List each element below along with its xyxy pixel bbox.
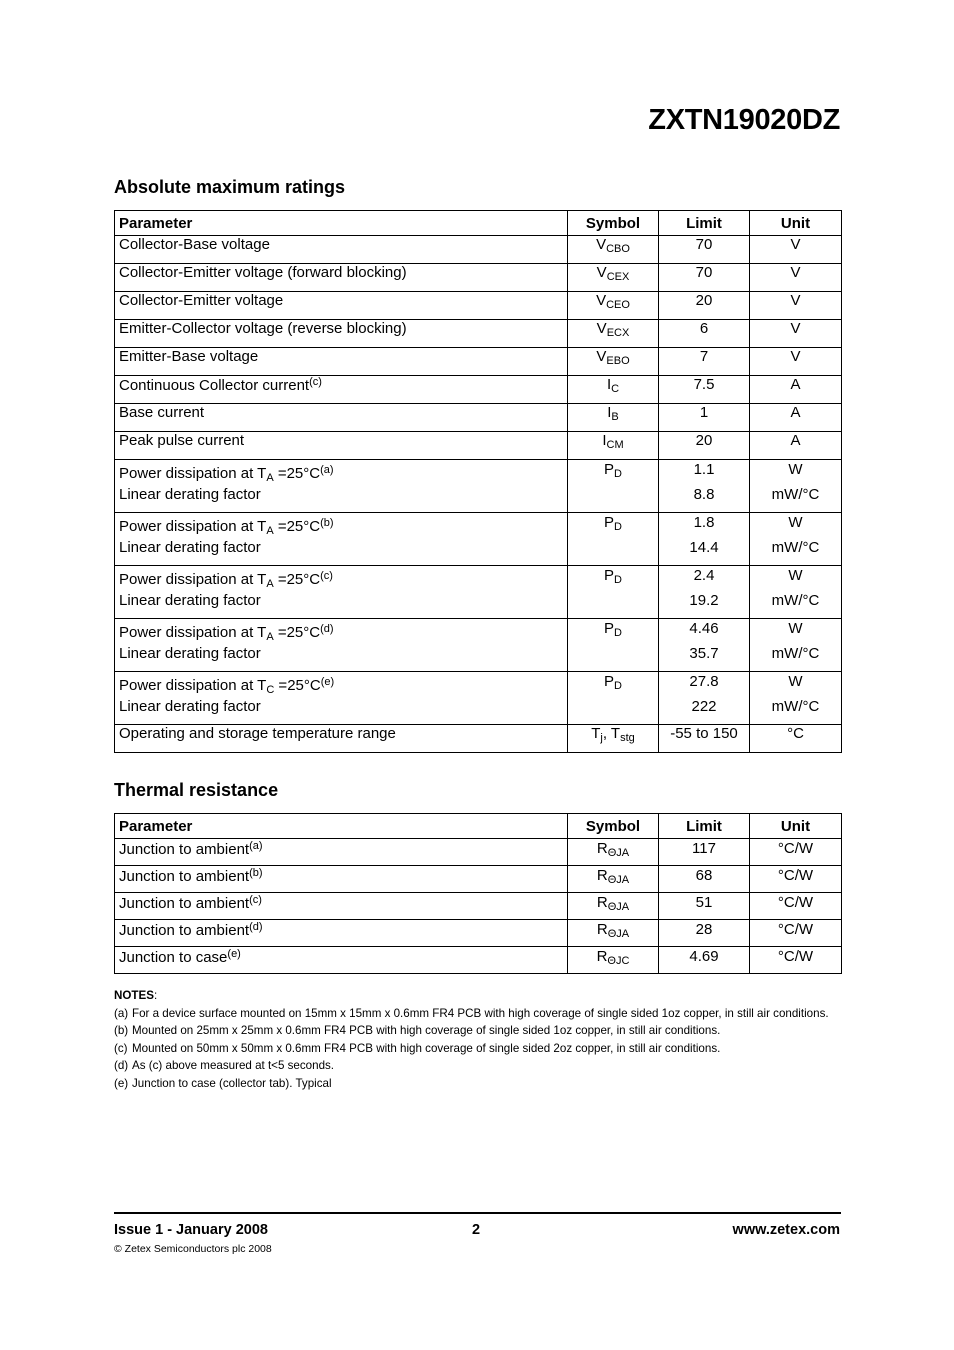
limit-value: 6 [699,320,709,337]
table-row [115,893,842,920]
symbol-text: I [602,432,607,449]
limit-value: 68 [695,867,713,884]
unit-value: °C/W [777,840,814,857]
note-key: (e) [114,1076,129,1090]
unit-value: W [788,620,803,637]
unit-cell [750,320,842,348]
limit-cell [659,947,750,974]
footnote-ref: (a) [320,464,334,476]
temperature-subscript: A [266,472,274,484]
parameter-condition: =25°C [273,624,321,641]
table-row [115,619,842,672]
header-symbol: Symbol [568,211,659,236]
symbol-subscript: D [614,680,622,692]
limit-value: 4.69 [689,948,719,965]
limit-cell [659,893,750,920]
derating-label: Linear derating factor [119,486,261,503]
symbol-subscript: CBO [606,243,630,255]
limit-value: 51 [695,894,713,911]
table-row [115,460,842,513]
table-row [115,432,842,460]
symbol-text: P [604,514,615,531]
symbol-text: V [596,236,607,253]
unit-value: W [788,567,803,584]
header-unit: Unit [750,814,842,839]
unit-cell [750,376,842,404]
parameter-text: Collector-Emitter voltage (forward blocking) [119,264,407,281]
limit-cell [659,264,750,292]
note-key: (a) [114,1006,129,1020]
unit-value: mW/°C [771,539,820,556]
footnote-ref: (c) [320,570,333,582]
limit-cell [659,513,750,566]
unit-value: mW/°C [771,645,820,662]
symbol-cell [568,839,659,866]
symbol-subscript: ΘJA [607,901,630,913]
parameter-cell [115,672,568,725]
abs-max-table [114,210,842,753]
note-text: Junction to case (collector tab). Typical [132,1076,332,1090]
unit-cell [750,460,842,513]
symbol-cell [568,920,659,947]
limit-value: 222 [691,698,717,715]
symbol-subscript: stg [620,732,635,744]
unit-value: °C/W [777,894,814,911]
note-text: For a device surface mounted on 15mm x 15mm x 0.6mm FR4 PCB with high coverage of single sided 1oz copper, in still air conditions. [132,1006,829,1020]
footnote-ref: (a) [249,840,263,852]
symbol-cell [568,320,659,348]
symbol-cell [568,404,659,432]
unit-cell [750,839,842,866]
limit-value: 70 [695,236,713,253]
symbol-cell [568,725,659,753]
limit-cell [659,236,750,264]
limit-value: 117 [692,840,716,857]
unit-cell [750,566,842,619]
abs-max-heading: Absolute maximum ratings [114,177,346,197]
unit-cell [750,348,842,376]
parameter-text: Junction to ambient [119,841,250,858]
symbol-subscript: D [614,627,622,639]
unit-value: W [788,461,803,478]
parameter-cell [115,619,568,672]
unit-value: mW/°C [771,698,820,715]
table-row [115,264,842,292]
note-item [114,1005,841,1023]
parameter-cell [115,432,568,460]
temperature-subscript: A [266,631,274,643]
parameter-text: Emitter-Collector voltage (reverse blocking) [119,320,407,337]
parameter-cell [115,893,568,920]
limit-cell [659,725,750,753]
parameter-text: Junction to case [119,949,228,966]
header-unit: Unit [750,211,842,236]
symbol-text: V [596,264,607,281]
parameter-cell [115,404,568,432]
symbol-text: P [604,620,615,637]
note-text: As (c) above measured at t<5 seconds. [132,1059,335,1073]
header-limit: Limit [659,211,750,236]
symbol-subscript: EBO [606,355,630,367]
parameter-condition: =25°C [274,677,321,694]
symbol-subscript: CEX [606,271,630,283]
footnote-ref: (d) [249,921,263,933]
unit-cell [750,292,842,320]
header-parameter: Parameter [115,211,568,236]
symbol-cell [568,236,659,264]
symbol-text: T [591,725,601,742]
limit-value: 4.46 [689,620,719,637]
footnote-ref: (e) [227,948,241,960]
unit-value: V [790,292,801,309]
table-row [115,725,842,753]
parameter-cell [115,566,568,619]
limit-value: 70 [695,264,713,281]
unit-value: V [790,236,801,253]
parameter-text: Power dissipation at T [119,518,267,535]
unit-value: W [788,514,803,531]
symbol-line [572,672,654,697]
unit-cell [750,866,842,893]
parameter-cell [115,376,568,404]
parameter-text: Power dissipation at T [119,465,267,482]
table-row [115,320,842,348]
table-row [115,920,842,947]
limit-cell [659,566,750,619]
table-row [115,404,842,432]
limit-cell [659,376,750,404]
symbol-cell [568,460,659,513]
symbol-line [572,566,654,591]
footer-url[interactable]: www.zetex.com [732,1222,840,1238]
symbol-text: R [596,894,608,911]
unit-cell [750,236,842,264]
table-row [115,839,842,866]
notes-section [114,987,841,1093]
footer-page-number: 2 [472,1222,481,1238]
symbol-cell [568,292,659,320]
footer-rule [114,1212,841,1214]
limit-value: 19.2 [689,592,719,609]
unit-cell [750,619,842,672]
parameter-text: Continuous Collector current [119,377,310,394]
table-row [115,866,842,893]
note-key: (c) [114,1041,128,1055]
symbol-text: R [596,867,608,884]
symbol-cell [568,566,659,619]
parameter-condition: =25°C [273,465,321,482]
symbol-line [572,619,654,644]
note-text: Mounted on 25mm x 25mm x 0.6mm FR4 PCB with high coverage of single sided 1oz copper, in still air conditions. [132,1024,721,1038]
temperature-subscript: A [266,578,274,590]
symbol-text: V [596,320,607,337]
parameter-text: Power dissipation at T [119,624,267,641]
parameter-text: Junction to ambient [119,868,250,885]
unit-value: °C/W [777,921,814,938]
limit-value: 14.4 [689,539,719,556]
note-text: Mounted on 50mm x 50mm x 0.6mm FR4 PCB with high coverage of single sided 2oz copper, in still air conditions. [132,1041,721,1055]
parameter-text: Junction to ambient [119,895,250,912]
footnote-ref: (e) [320,676,335,688]
symbol-cell [568,672,659,725]
table-row [115,513,842,566]
symbol-cell [568,432,659,460]
limit-value: 35.7 [689,645,719,662]
parameter-text: Power dissipation at T [119,571,267,588]
parameter-line [119,619,563,644]
derating-label: Linear derating factor [119,698,261,715]
symbol-subscript: CM [606,439,624,451]
symbol-line [572,460,654,485]
footer-issue: Issue 1 - January 2008 [114,1222,268,1238]
unit-cell [750,432,842,460]
table-row [115,348,842,376]
footer-copyright: © Zetex Semiconductors plc 2008 [114,1243,272,1255]
unit-value: V [790,348,801,365]
symbol-subscript: ΘJC [607,955,630,967]
symbol-subscript: B [611,411,619,423]
parameter-line [119,460,563,485]
unit-cell [750,404,842,432]
unit-cell [750,672,842,725]
limit-value: 20 [695,292,713,309]
parameter-cell [115,236,568,264]
parameter-cell [115,866,568,893]
symbol-text: I [607,404,612,421]
symbol-cell [568,893,659,920]
unit-value: V [790,320,801,337]
symbol-subscript: D [614,468,622,480]
limit-value: 20 [695,432,713,449]
parameter-cell [115,292,568,320]
symbol-subscript: C [611,383,620,395]
limit-cell [659,460,750,513]
parameter-text: Peak pulse current [119,432,245,449]
table-row [115,236,842,264]
parameter-text: Collector-Emitter voltage [119,292,284,309]
limit-value: 2.4 [693,567,715,584]
parameter-cell [115,947,568,974]
limit-cell [659,866,750,893]
limit-cell [659,432,750,460]
symbol-text: P [604,461,615,478]
unit-value: °C/W [777,948,814,965]
symbol-text: P [604,673,615,690]
unit-cell [750,513,842,566]
unit-value: °C [787,725,804,742]
limit-value: 7 [699,348,709,365]
limit-value: -55 to 150 [670,725,738,742]
limit-value: 1.8 [693,514,715,531]
parameter-text: Power dissipation at T [119,677,267,694]
temperature-subscript: C [266,684,275,696]
symbol-subscript: D [614,574,622,586]
note-item [114,1057,841,1075]
limit-cell [659,672,750,725]
symbol-text: I [606,376,612,393]
parameter-text: Junction to ambient [119,922,250,939]
limit-cell [659,292,750,320]
limit-value: 27.8 [689,673,719,690]
symbol-cell [568,376,659,404]
symbol-separator: , T [602,725,621,742]
footnote-ref: (b) [249,867,263,879]
derating-label: Linear derating factor [119,645,261,662]
header-symbol: Symbol [568,814,659,839]
symbol-subscript: ΘJA [607,847,630,859]
note-item [114,1022,841,1040]
limit-value: 8.8 [693,486,715,503]
parameter-condition: =25°C [273,571,321,588]
symbol-text: V [596,292,607,309]
limit-value: 28 [695,921,713,938]
symbol-cell [568,947,659,974]
table-row [115,947,842,974]
parameter-line [119,672,563,697]
footnote-ref: (c) [309,376,322,388]
parameter-line [119,513,563,538]
symbol-subscript: j [600,732,603,744]
parameter-text: Base current [119,404,205,421]
parameter-cell [115,725,568,753]
table-row [115,566,842,619]
notes-title-suffix: : [153,989,158,1002]
footnote-ref: (b) [320,517,334,529]
symbol-cell [568,513,659,566]
header-limit: Limit [659,814,750,839]
unit-value: W [788,673,803,690]
limit-cell [659,404,750,432]
parameter-line [119,566,563,591]
symbol-cell [568,348,659,376]
parameter-cell [115,264,568,292]
symbol-cell [568,866,659,893]
unit-cell [750,264,842,292]
thermal-table [114,813,842,974]
unit-value: V [790,264,801,281]
limit-cell [659,839,750,866]
symbol-subscript: ΘJA [607,874,630,886]
derating-label: Linear derating factor [119,592,261,609]
symbol-cell [568,264,659,292]
table-header-row [115,814,842,839]
header-parameter: Parameter [115,814,568,839]
footnote-ref: (d) [320,623,334,635]
parameter-cell [115,460,568,513]
parameter-cell [115,320,568,348]
parameter-text: Operating and storage temperature range [119,725,396,742]
symbol-line [572,513,654,538]
parameter-cell [115,513,568,566]
unit-cell [750,920,842,947]
thermal-heading: Thermal resistance [114,780,279,800]
temperature-subscript: A [266,525,274,537]
notes-title: NOTES [114,989,154,1002]
limit-cell [659,348,750,376]
symbol-subscript: ΘJA [607,928,630,940]
symbol-text: P [604,567,615,584]
limit-cell [659,619,750,672]
derating-label: Linear derating factor [119,539,261,556]
limit-value: 1 [699,404,709,421]
limit-cell [659,320,750,348]
parameter-cell [115,839,568,866]
table-row [115,672,842,725]
unit-value: °C/W [777,867,814,884]
symbol-text: R [596,921,608,938]
table-row [115,376,842,404]
symbol-subscript: CEO [606,299,630,311]
note-item [114,1040,841,1058]
symbol-cell [568,619,659,672]
unit-cell [750,893,842,920]
symbol-text: R [596,948,608,965]
symbol-text: R [596,840,608,857]
table-row [115,292,842,320]
symbol-subscript: ECX [606,327,630,339]
table-header-row [115,211,842,236]
parameter-cell [115,920,568,947]
unit-cell [750,947,842,974]
symbol-subscript: D [614,521,622,533]
limit-value: 1.1 [693,461,715,478]
document-title: ZXTN19020DZ [648,104,840,136]
parameter-text: Collector-Base voltage [119,236,270,253]
unit-value: mW/°C [771,592,820,609]
limit-cell [659,920,750,947]
unit-value: A [790,376,801,393]
unit-value: mW/°C [771,486,820,503]
limit-value: 7.5 [693,376,715,393]
note-key: (d) [114,1059,129,1073]
parameter-condition: =25°C [273,518,321,535]
unit-cell [750,725,842,753]
unit-value: A [790,404,801,421]
footnote-ref: (c) [249,894,262,906]
parameter-text: Emitter-Base voltage [119,348,259,365]
unit-value: A [790,432,801,449]
note-key: (b) [114,1024,129,1038]
note-item [114,1075,841,1093]
symbol-text: V [596,348,607,365]
parameter-cell [115,348,568,376]
